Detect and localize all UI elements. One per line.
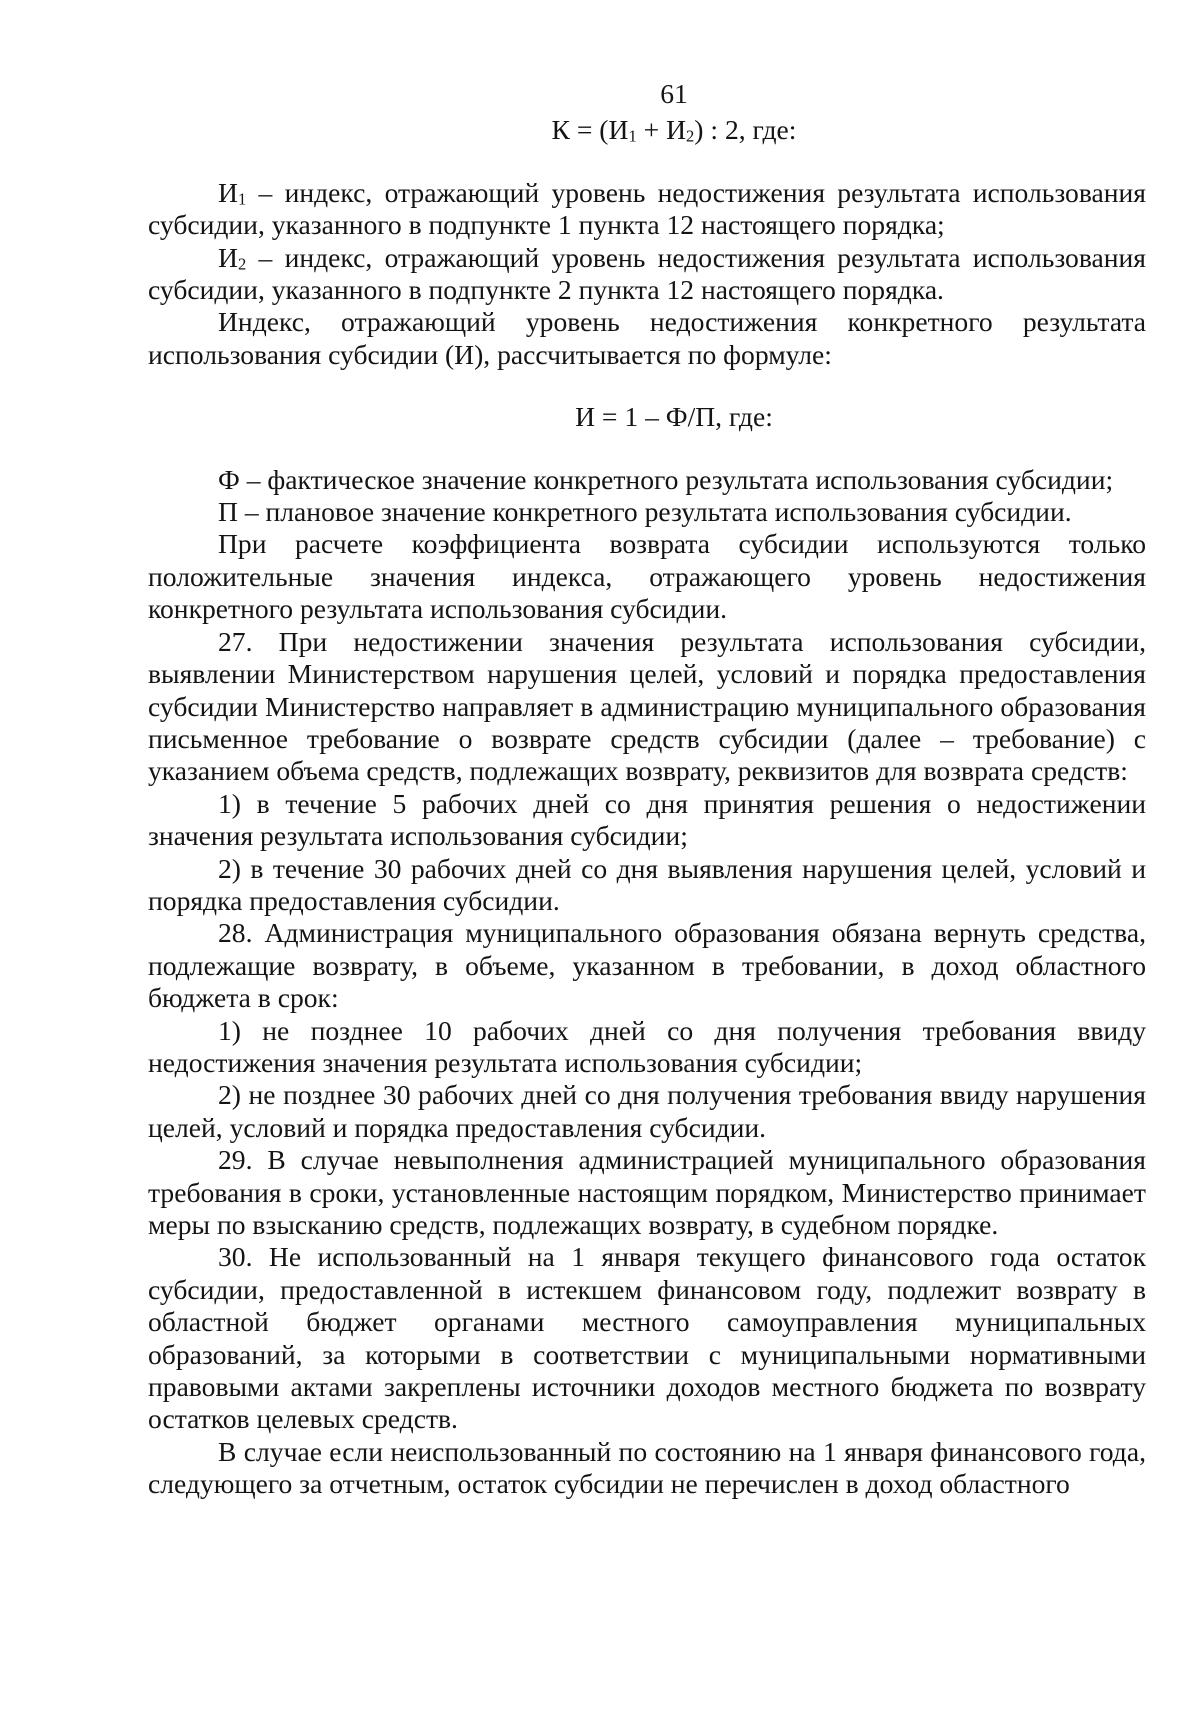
formula-k-sub2: 2 — [686, 126, 695, 146]
item-28-subitem-1: 1) не позднее 10 рабочих дней со дня получения требования ввиду недостижения значения результата использования субсидии; — [148, 1014, 1146, 1078]
definition-f: Ф – фактическое значение конкретного результата использования субсидии; — [218, 463, 1114, 495]
formula-i: И = 1 – Ф/П, где: — [575, 401, 773, 433]
formula-k-suffix: ) : 2, где: — [694, 114, 797, 146]
item-27-paragraph: 27. При недостижении значения результата использования субсидии, выявлении Министерством нарушения целей, условий и порядка предоставления субсидии Министерство направляет в администрацию муниципального образования письменное требование о возврате средств субсидии (далее – требование) с указанием объема средств, подлежащих возврату, реквизитов для возврата средств: — [148, 625, 1146, 787]
def-i1-symbol: И — [218, 176, 238, 208]
page-number: 61 — [660, 78, 688, 109]
item-28-paragraph: 28. Администрация муниципального образования обязана вернуть средства, подлежащие возврату, в объеме, указанном в требовании, в доход областного бюджета в срок: — [148, 917, 1146, 1014]
item-28-subitem-2: 2) не позднее 30 рабочих дней со дня получения требования ввиду нарушения целей, условий и порядка предоставления субсидии. — [148, 1079, 1146, 1143]
calculation-note-paragraph: При расчете коэффициента возврата субсидии используются только положительные значения индекса, отражающего уровень недостижения конкретного результата использования субсидии. — [148, 528, 1146, 625]
item-27-subitem-2: 2) в течение 30 рабочих дней со дня выявления нарушения целей, условий и порядка предоставления субсидии. — [148, 852, 1146, 916]
index-intro-paragraph: Индекс, отражающий уровень недостижения конкретного результата использования субсидии (И), рассчитывается по формуле: — [148, 306, 1146, 370]
formula-k — [148, 114, 1146, 146]
item-30-paragraph: 30. Не использованный на 1 января текущего финансового года остаток субсидии, предоставленной в истекшем финансовом году, подлежит возврату в областной бюджет органами местного самоуправления муниципальных образований, за которыми в соответствии с муниципальными нормативными правовыми актами закреплены источники доходов местного бюджета по возврату остатков целевых средств. — [148, 1241, 1146, 1435]
item-30-continuation-paragraph: В случае если неиспользованный по состоянию на 1 января финансового года, следующего за отчетным, остаток субсидии не перечислен в доход областного — [148, 1435, 1146, 1500]
item-27-subitem-1: 1) в течение 5 рабочих дней со дня принятия решения о недостижении значения результата использования субсидии; — [148, 787, 1146, 852]
def-i1-text: – индекс, отражающий уровень недостижения результата использования субсидии, указанного в подпункте 1 пункта 12 настоящего порядка; — [148, 176, 1146, 241]
item-29-paragraph: 29. В случае невыполнения администрацией муниципального образования требования в сроки, установленные настоящим порядком, Министерство принимает меры по взысканию средств, подлежащих возврату, в судебном порядке. — [148, 1144, 1146, 1240]
definition-p: П – плановое значение конкретного результата использования субсидии. — [218, 496, 1072, 528]
def-i2-sub: 2 — [237, 254, 247, 274]
formula-k-sub1: 1 — [628, 126, 637, 146]
def-i1-sub: 1 — [237, 189, 247, 209]
formula-k-mid: + И — [636, 114, 687, 146]
def-i2-symbol: И — [218, 241, 238, 273]
definition-i2 — [148, 242, 1146, 307]
def-i2-text: – индекс, отражающий уровень недостижения результата использования субсидии, указанного в подпункте 2 пункта 12 настоящего порядка. — [148, 241, 1146, 306]
formula-k-prefix: К = (И — [551, 114, 629, 146]
definition-i1 — [148, 177, 1146, 242]
document-page — [148, 78, 1146, 1501]
